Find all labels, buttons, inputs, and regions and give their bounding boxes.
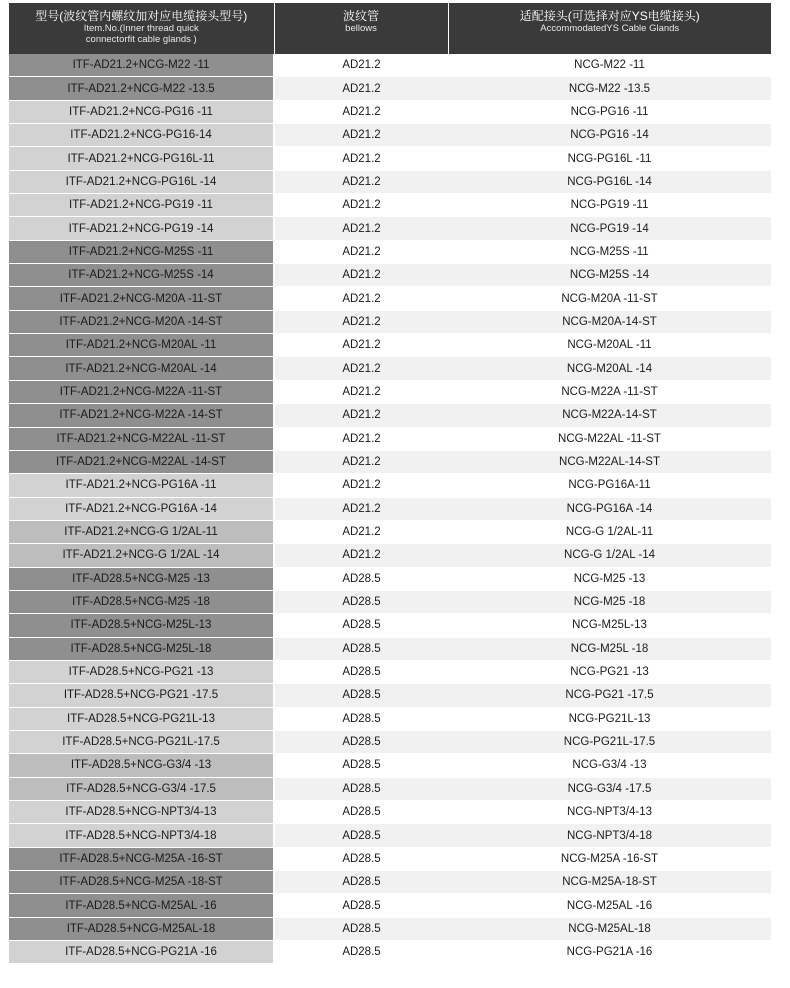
- gland-cell: NCG-G 1/2AL-11: [448, 520, 771, 543]
- table-row: [9, 240, 771, 263]
- gland-cell: NCG-PG21 -13: [448, 660, 771, 683]
- table-row: [9, 941, 771, 964]
- item-number-cell: ITF-AD21.2+NCG-PG19 -11: [9, 194, 274, 217]
- gland-cell: NCG-PG21 -17.5: [448, 684, 771, 707]
- gland-cell: NCG-NPT3/4-18: [448, 824, 771, 847]
- table-row: [9, 380, 771, 403]
- bellows-cell: AD28.5: [274, 917, 448, 940]
- item-number-cell: ITF-AD21.2+NCG-M22 -13.5: [9, 77, 274, 100]
- table-row: [9, 217, 771, 240]
- item-number-cell: ITF-AD21.2+NCG-M22 -11: [9, 54, 274, 77]
- bellows-cell: AD28.5: [274, 871, 448, 894]
- gland-cell: NCG-G3/4 -17.5: [448, 777, 771, 800]
- gland-cell: NCG-M25S -11: [448, 240, 771, 263]
- gland-cell: NCG-M25L -18: [448, 637, 771, 660]
- item-number-cell: ITF-AD21.2+NCG-M22A -14-ST: [9, 404, 274, 427]
- gland-cell: NCG-PG21L-17.5: [448, 730, 771, 753]
- bellows-cell: AD28.5: [274, 707, 448, 730]
- gland-cell: NCG-PG16 -14: [448, 124, 771, 147]
- table-row: [9, 124, 771, 147]
- header-bellows-en: bellows: [345, 23, 377, 34]
- table-row: [9, 637, 771, 660]
- gland-cell: NCG-PG19 -11: [448, 194, 771, 217]
- item-number-cell: ITF-AD28.5+NCG-PG21 -17.5: [9, 684, 274, 707]
- gland-cell: NCG-M20A -11-ST: [448, 287, 771, 310]
- table-row: [9, 264, 771, 287]
- item-number-cell: ITF-AD28.5+NCG-PG21A -16: [9, 941, 274, 964]
- table-row: [9, 871, 771, 894]
- gland-cell: NCG-M25A-18-ST: [448, 871, 771, 894]
- bellows-cell: AD28.5: [274, 847, 448, 870]
- gland-cell: NCG-M22AL -11-ST: [448, 427, 771, 450]
- bellows-cell: AD21.2: [274, 100, 448, 123]
- gland-cell: NCG-PG16 -11: [448, 100, 771, 123]
- gland-cell: NCG-PG19 -14: [448, 217, 771, 240]
- gland-cell: NCG-M20AL -11: [448, 334, 771, 357]
- table-row: [9, 614, 771, 637]
- item-number-cell: ITF-AD21.2+NCG-M20AL -14: [9, 357, 274, 380]
- table-row: [9, 730, 771, 753]
- product-table: [9, 3, 771, 964]
- table-row: [9, 660, 771, 683]
- bellows-cell: AD21.2: [274, 54, 448, 77]
- bellows-cell: AD21.2: [274, 170, 448, 193]
- table-row: [9, 404, 771, 427]
- gland-cell: NCG-PG16A -14: [448, 497, 771, 520]
- header-item-no-en-line2: connectorfit cable glands ): [85, 34, 197, 45]
- table-row: [9, 474, 771, 497]
- gland-cell: NCG-M25AL-18: [448, 917, 771, 940]
- table-row: [9, 824, 771, 847]
- item-number-cell: ITF-AD21.2+NCG-G 1/2AL-11: [9, 520, 274, 543]
- header-glands-zh: 适配接头(可选择对应YS电缆接头): [519, 9, 700, 23]
- bellows-cell: AD28.5: [274, 614, 448, 637]
- table-row: [9, 334, 771, 357]
- bellows-cell: AD21.2: [274, 450, 448, 473]
- item-number-cell: ITF-AD28.5+NCG-G3/4 -13: [9, 754, 274, 777]
- table-row: [9, 801, 771, 824]
- bellows-cell: AD28.5: [274, 894, 448, 917]
- bellows-cell: AD21.2: [274, 357, 448, 380]
- item-number-cell: ITF-AD21.2+NCG-M20A -11-ST: [9, 287, 274, 310]
- header-item-no: [9, 3, 274, 54]
- item-number-cell: ITF-AD28.5+NCG-M25L-18: [9, 637, 274, 660]
- table-row: [9, 450, 771, 473]
- bellows-cell: AD28.5: [274, 637, 448, 660]
- bellows-cell: AD28.5: [274, 660, 448, 683]
- table-row: [9, 684, 771, 707]
- table-row: [9, 544, 771, 567]
- bellows-cell: AD21.2: [274, 124, 448, 147]
- item-number-cell: ITF-AD28.5+NCG-M25AL-18: [9, 917, 274, 940]
- table-row: [9, 917, 771, 940]
- table-row: [9, 754, 771, 777]
- table-row: [9, 590, 771, 613]
- table-row: [9, 777, 771, 800]
- item-number-cell: ITF-AD21.2+NCG-G 1/2AL -14: [9, 544, 274, 567]
- gland-cell: NCG-M22A-14-ST: [448, 404, 771, 427]
- table-row: [9, 847, 771, 870]
- table-row: [9, 287, 771, 310]
- item-number-cell: ITF-AD28.5+NCG-M25L-13: [9, 614, 274, 637]
- bellows-cell: AD28.5: [274, 777, 448, 800]
- item-number-cell: ITF-AD21.2+NCG-M22AL -14-ST: [9, 450, 274, 473]
- gland-cell: NCG-M25AL -16: [448, 894, 771, 917]
- bellows-cell: AD21.2: [274, 334, 448, 357]
- header-glands-en: AccommodatedYS Cable Glands: [540, 23, 680, 34]
- bellows-cell: AD21.2: [274, 147, 448, 170]
- gland-cell: NCG-M25 -18: [448, 590, 771, 613]
- header-bellows: [274, 3, 448, 54]
- item-number-cell: ITF-AD28.5+NCG-M25 -13: [9, 567, 274, 590]
- gland-cell: NCG-M25A -16-ST: [448, 847, 771, 870]
- table-row: [9, 310, 771, 333]
- table-row: [9, 194, 771, 217]
- gland-cell: NCG-M25 -13: [448, 567, 771, 590]
- bellows-cell: AD21.2: [274, 404, 448, 427]
- bellows-cell: AD28.5: [274, 801, 448, 824]
- table-row: [9, 77, 771, 100]
- bellows-cell: AD21.2: [274, 544, 448, 567]
- table-row: [9, 567, 771, 590]
- item-number-cell: ITF-AD21.2+NCG-PG16L-11: [9, 147, 274, 170]
- bellows-cell: AD28.5: [274, 754, 448, 777]
- bellows-cell: AD21.2: [274, 427, 448, 450]
- bellows-cell: AD28.5: [274, 941, 448, 964]
- bellows-cell: AD21.2: [274, 520, 448, 543]
- gland-cell: NCG-M22A -11-ST: [448, 380, 771, 403]
- item-number-cell: ITF-AD21.2+NCG-M25S -11: [9, 240, 274, 263]
- bellows-cell: AD28.5: [274, 567, 448, 590]
- table-row: [9, 707, 771, 730]
- bellows-cell: AD21.2: [274, 217, 448, 240]
- item-number-cell: ITF-AD21.2+NCG-PG16 -11: [9, 100, 274, 123]
- item-number-cell: ITF-AD21.2+NCG-M22A -11-ST: [9, 380, 274, 403]
- item-number-cell: ITF-AD21.2+NCG-PG19 -14: [9, 217, 274, 240]
- table-row: [9, 357, 771, 380]
- item-number-cell: ITF-AD21.2+NCG-M25S -14: [9, 264, 274, 287]
- table-row: [9, 100, 771, 123]
- item-number-cell: ITF-AD28.5+NCG-M25A -16-ST: [9, 847, 274, 870]
- bellows-cell: AD21.2: [274, 287, 448, 310]
- gland-cell: NCG-M25S -14: [448, 264, 771, 287]
- gland-cell: NCG-PG21L-13: [448, 707, 771, 730]
- bellows-cell: AD21.2: [274, 497, 448, 520]
- table-row: [9, 147, 771, 170]
- gland-cell: NCG-PG16A-11: [448, 474, 771, 497]
- gland-cell: NCG-PG16L -14: [448, 170, 771, 193]
- item-number-cell: ITF-AD21.2+NCG-M22AL -11-ST: [9, 427, 274, 450]
- item-number-cell: ITF-AD21.2+NCG-PG16L -14: [9, 170, 274, 193]
- table-row: [9, 170, 771, 193]
- gland-cell: NCG-NPT3/4-13: [448, 801, 771, 824]
- item-number-cell: ITF-AD28.5+NCG-M25 -18: [9, 590, 274, 613]
- item-number-cell: ITF-AD28.5+NCG-G3/4 -17.5: [9, 777, 274, 800]
- item-number-cell: ITF-AD28.5+NCG-M25AL -16: [9, 894, 274, 917]
- bellows-cell: AD28.5: [274, 730, 448, 753]
- table-row: [9, 894, 771, 917]
- gland-cell: NCG-M20A-14-ST: [448, 310, 771, 333]
- table-row: [9, 520, 771, 543]
- item-number-cell: ITF-AD28.5+NCG-M25A -18-ST: [9, 871, 274, 894]
- bellows-cell: AD21.2: [274, 380, 448, 403]
- table-header: [9, 3, 771, 54]
- gland-cell: NCG-M22 -11: [448, 54, 771, 77]
- gland-cell: NCG-M25L-13: [448, 614, 771, 637]
- bellows-cell: AD21.2: [274, 474, 448, 497]
- item-number-cell: ITF-AD21.2+NCG-PG16A -14: [9, 497, 274, 520]
- header-glands: [448, 3, 771, 54]
- bellows-cell: AD28.5: [274, 590, 448, 613]
- gland-cell: NCG-G3/4 -13: [448, 754, 771, 777]
- gland-cell: NCG-M22 -13.5: [448, 77, 771, 100]
- table-row: [9, 54, 771, 77]
- bellows-cell: AD21.2: [274, 310, 448, 333]
- bellows-cell: AD28.5: [274, 824, 448, 847]
- gland-cell: NCG-G 1/2AL -14: [448, 544, 771, 567]
- table-row: [9, 497, 771, 520]
- gland-cell: NCG-M20AL -14: [448, 357, 771, 380]
- item-number-cell: ITF-AD28.5+NCG-NPT3/4-18: [9, 824, 274, 847]
- bellows-cell: AD28.5: [274, 684, 448, 707]
- bellows-cell: AD21.2: [274, 264, 448, 287]
- item-number-cell: ITF-AD21.2+NCG-M20AL -11: [9, 334, 274, 357]
- header-item-no-zh: 型号(波纹管内螺纹加对应电缆接头型号): [35, 9, 248, 23]
- item-number-cell: ITF-AD21.2+NCG-PG16-14: [9, 124, 274, 147]
- item-number-cell: ITF-AD28.5+NCG-PG21L-13: [9, 707, 274, 730]
- item-number-cell: ITF-AD21.2+NCG-M20A -14-ST: [9, 310, 274, 333]
- item-number-cell: ITF-AD21.2+NCG-PG16A -11: [9, 474, 274, 497]
- item-number-cell: ITF-AD28.5+NCG-PG21L-17.5: [9, 730, 274, 753]
- gland-cell: NCG-PG21A -16: [448, 941, 771, 964]
- header-bellows-zh: 波纹管: [342, 9, 379, 23]
- item-number-cell: ITF-AD28.5+NCG-PG21 -13: [9, 660, 274, 683]
- table-body: [9, 54, 771, 964]
- table-row: [9, 427, 771, 450]
- bellows-cell: AD21.2: [274, 240, 448, 263]
- gland-cell: NCG-PG16L -11: [448, 147, 771, 170]
- bellows-cell: AD21.2: [274, 194, 448, 217]
- product-table-container: [9, 3, 771, 964]
- gland-cell: NCG-M22AL-14-ST: [448, 450, 771, 473]
- item-number-cell: ITF-AD28.5+NCG-NPT3/4-13: [9, 801, 274, 824]
- bellows-cell: AD21.2: [274, 77, 448, 100]
- header-item-no-en: Item.No.(Inner thread quick: [83, 23, 199, 34]
